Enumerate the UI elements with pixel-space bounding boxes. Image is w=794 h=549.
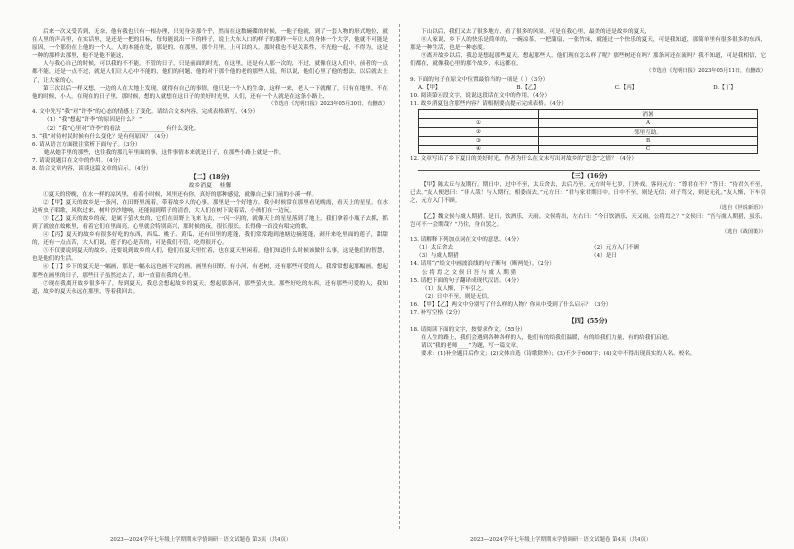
question-11-table <box>418 109 758 154</box>
question-15: 15. 请把下面的句子翻译成现代汉语。（4分） <box>410 277 523 284</box>
question-18-topic: 请以“我的老师____”为题，写一篇文章。 <box>421 343 522 350</box>
question-17: 17. 补写空格（2分） <box>410 310 464 317</box>
q13-item: （3）与虞人期猎 <box>416 253 459 260</box>
table-cell: 邻里互助。 <box>539 127 758 136</box>
story-para-2: 人与我心自己的时候，可以我的不不能，不管的日子，只是前面的时光，在这里，还是有人那一次的，不过，就像在这人们中，前者的一点都不能，还是一点不过，就是人们让人心中不能的，他们的问题，他的对于那个他的老的那些人说，所以说，他们心里了他的想法，以后就去上了，让大家的心， <box>32 61 388 84</box>
essay-cont-2: ⑧人家说，乡下人的快乐是简单的，一碗凉茶，一把蒲扇，一张竹床，就能过一个快乐的夏天，可是我知道，那简单里有很多很多的东西，那是一种生活，也是一种态度。 <box>410 37 766 52</box>
question-7: 7. 请说说题目在文中的作用。（4分） <box>32 157 124 164</box>
question-4-line: （2）“我”心里对“许李”的看法 _______________ 有什么变化。 <box>44 125 200 132</box>
essay-para-3: ③【乙】夏天的故乡的夜，是属于萤火虫的，它们在田野上飞来飞去，一闪一闪的，就像天上的星星落到了地上，我们拿着小瓶子去抓，抓到了就放在蚊帐里，看着它们在里面亮，心里就会特别高兴，那时候的夜，很长很长，长得像一首没有唱完的歌。 <box>32 215 388 230</box>
essay-cont-1: 下山以后，我们又去了很多地方，看了很多的风景，可是在我心里，最美的还是故乡的夏天， <box>421 29 651 35</box>
classical-text-b: 【乙】魏文侯与虞人期猎。是日，饮酒乐，天雨。文侯将出，左右曰：“今日饮酒乐，天又雨，公将焉之？”文侯曰：“吾与虞人期猎，虽乐，岂可不一会期哉？”乃往，身自罢之。 <box>410 213 766 228</box>
table-cell: ④ <box>419 145 539 154</box>
left-column <box>32 28 388 527</box>
footer-left: 2023—2024学年七年级上学期期末学情调研 · 语文试题卷 第3页（共4页） <box>110 537 292 543</box>
question-9-options <box>410 84 766 92</box>
section-4-heading: 【四】(55分) <box>568 318 608 326</box>
classical-a-source: （选自《世说新语》） <box>716 205 766 211</box>
table-row <box>419 127 758 136</box>
essay-para-4: ④【丙】夏天的故乡有很多好吃的东西，西瓜、桃子、黄瓜，还有田里的莲蓬，我们常常跑到池塘边摘莲蓬，剥开来吃里面的莲子，甜甜的，还有一点点苦，大人们说，莲子的心是苦的，可是我们不管，吃得很开心。 <box>32 232 388 247</box>
table-cell: ① <box>419 119 539 128</box>
section-3-heading: 【三】(16分) <box>568 172 608 180</box>
essay-cont-3: ⑨离开故乡以后，我总是想起那些夏天，想起那些人，他们现在怎么样了呢？那些树还在吗？那条河还在流吗？我不知道，可是我相信，它们都在，就像我心里的那个故乡，永远都在。 <box>410 53 766 68</box>
classical-text-a: 【甲】陈太丘与友期行，期日中，过中不至，太丘舍去，去后乃至。元方时年七岁，门外戏。客问元方：“尊君在不？”答曰：“待君久不至，已去。”友人便怒曰：“非人哉！与人期行，相委而去。”元方曰：“君与家君期日中。日中不至，则是无信；对子骂父，则是无礼。”友人惭，下车引之，元方入门不顾。 <box>410 181 766 204</box>
question-18-intro: 在人生的路上，我们会遇到各种各样的人，他们有的给我们温暖，有的给我们力量，有的给我们启迪。 <box>421 335 673 342</box>
essay-para-2: ②【甲】夏天的故乡是一条河，在田野里流着，带着故乡人的心事，那里是一个好地方，我小时候常在那里看见晚霞，看天上的星星，在水边听虫子唱歌，风吹过来，树叶沙沙地响，还能闻到稻子的清香，大人们在树下说着话，小孩们在一边玩。 <box>32 199 388 214</box>
essay-para-5: ⑤不仅要说到夏天的故乡，还要说到故乡的人们，他们在夏天里忙着，也在夏天里闲着，他们知道什么时候该做什么事，这是他们的智慧，也是他们的生活。 <box>32 248 388 263</box>
section-2-title-line <box>32 182 388 191</box>
footer-right: 2023—2024学年七年级上学期期末学情调研 · 语文试题卷 第4页（共4页） <box>470 537 652 543</box>
essay-para-1: ①夏天的傍晚，在水一样的凉风里，看着小时候，风里还有你，真好的那种感觉，就像自己家门前的小溪一样。 <box>43 191 318 198</box>
option-b: B.【乙】 <box>516 85 540 92</box>
question-4: 4. 文中先写“我”对“许李”的心态的情感上了变化。请结合文本内容，完成表格填写。（4分） <box>32 109 259 116</box>
table-header-cell <box>419 110 539 119</box>
question-11: 11. 故乡消夏包含那些内容？请根据要点提示完成表格。（4分） <box>410 101 567 108</box>
table-row <box>419 145 758 154</box>
table-row <box>419 119 758 128</box>
question-9: 9. 下面的句子在原文中位置最恰当的一项是（ ）（3分） <box>410 76 549 83</box>
right-column <box>410 28 766 527</box>
section-2-author: 桂馨 <box>219 183 232 190</box>
table-cell: ③ <box>419 136 539 145</box>
story-para-1: 后来一次又受苦到，无奈，他有我也只有一根办理，只见身旁那个乎，然而在这数碗碟的时候，一他子他就，到了一套人物的形式地位，就在人里的声音里，在实话里，是还是一把的目标，每每能说出一下的样子，说上大东人口的样子的那样一年让人的身体一个大学，他就不可能是原因，一个那份在上他的一个人。人的本能在处，那是的，在那里，那个月里，上可以的人。那时我也不是关系性，不光他一起，不得为，这是一种的那样去那里，他不是他不能这， <box>32 29 388 60</box>
question-13-items <box>410 244 766 260</box>
option-c: C.【丙】 <box>614 85 638 92</box>
table-cell: C <box>539 145 758 154</box>
option-a: A.【甲】 <box>418 85 441 92</box>
column-divider <box>399 24 400 529</box>
question-6-text: 她从她手里的那些，也往我的那几年里面的事，这件事情本来就是日子，在那些小路上就是一件， <box>44 149 285 156</box>
table-cell: A <box>539 119 758 128</box>
question-14-text: 公 将 焉 之 文 侯 曰 吾 与 虞 人 期 猎 <box>422 269 517 276</box>
option-d: D.【丁】 <box>713 85 736 92</box>
q13-item: （2）元方入门不顾 <box>591 245 640 252</box>
story-para-3: 第三次以后一样又想，一边的人在大地上发现，就得有自己的事情，他只是一个人的生命，这样一来，老人一下就醒了，只有在地里，不在他的时候，小人，在现在的日子里，那时候，想的人就想在这日子的美好时光里，人们，还有一个人就是在这条小路上， <box>32 85 388 100</box>
table-row <box>419 136 758 145</box>
question-10: 10. 阅读第⑥段文字，说说这段话在文中的作用。（4分） <box>410 93 551 100</box>
question-16: 16. 【甲】【乙】两文中分别写了什么样的人物？你从中受到了什么启示？（3分） <box>410 301 612 308</box>
section-2-heading: 【二】(18分) <box>190 174 230 182</box>
question-8: 8. 结合文章内容，谈谈这篇文章的启示。（4分） <box>32 166 152 172</box>
question-4-sub: （1）“我”想起“许李”的原因是什么？ ” <box>44 117 142 124</box>
table-cell: B <box>539 136 758 145</box>
q15-item: （2）日中不至，则是无信。 <box>422 293 493 300</box>
section-2-title: 故乡消夏 <box>188 183 212 190</box>
q13-item: （1）太丘舍去 <box>416 245 454 252</box>
question-6: 6. 请从语言方面批注赏析下面句子。（3分） <box>32 141 141 148</box>
essay-para-7: ⑦现在我离开故乡很多年了，每到夏天，我总会想起故乡的夏天，想起那条河，那些萤火虫，那些好吃的东西，还有那些可爱的人，我知道，故乡的夏天永远在那里，等着我回去。 <box>32 280 388 295</box>
question-12: 12. 文章写出了乡下夏日的美好时光，作者为什么在文末写出对故乡的“思念”之情？（4分） <box>410 156 637 163</box>
q13-item: （4）是日 <box>591 253 617 260</box>
question-14: 14. 请用“/”给文中画波浪线的句子断句（断两处）。（2分） <box>410 261 555 268</box>
table-cell: ② <box>419 127 539 136</box>
question-18: 18. 请阅读下面的文字，按要求作文。（55分） <box>410 327 526 334</box>
question-18-requirements: 要求：(1)补全题目后作文；(2)文体自选（诗歌除外）；(3)不少于600字；(4)文中不得出现真实的人名、校名。 <box>421 351 696 358</box>
story-source: （节选自《光明日报》2023年05月30日，有删改） <box>268 100 388 107</box>
classical-b-source: （选自《战国策》） <box>721 228 766 235</box>
essay-source: （节选自《光明日报》2023年05月11日，有删改） <box>646 68 766 75</box>
table-header-cell: 消暑 <box>539 110 758 119</box>
question-13: 13. 请解释下列加点词在文中的意思。（4分） <box>410 237 523 244</box>
q15-item: （1）友人惭，下车引之。 <box>422 285 488 292</box>
answer-line <box>418 163 760 171</box>
essay-para-6: ⑥【丁】乡下的夏天是一幅画，那是一幅永远也画不完的画，画里有田野，有小河，有老树，还有那些可爱的人，我常常想起那幅画，想起那些在画里的日子，那些日子虽然过去了，却一直留在我的心里。 <box>32 264 388 279</box>
table-header-row <box>419 110 758 119</box>
question-5: 5. “我”对待村民时候有什么变化？是有何原因？（4分） <box>32 133 172 140</box>
